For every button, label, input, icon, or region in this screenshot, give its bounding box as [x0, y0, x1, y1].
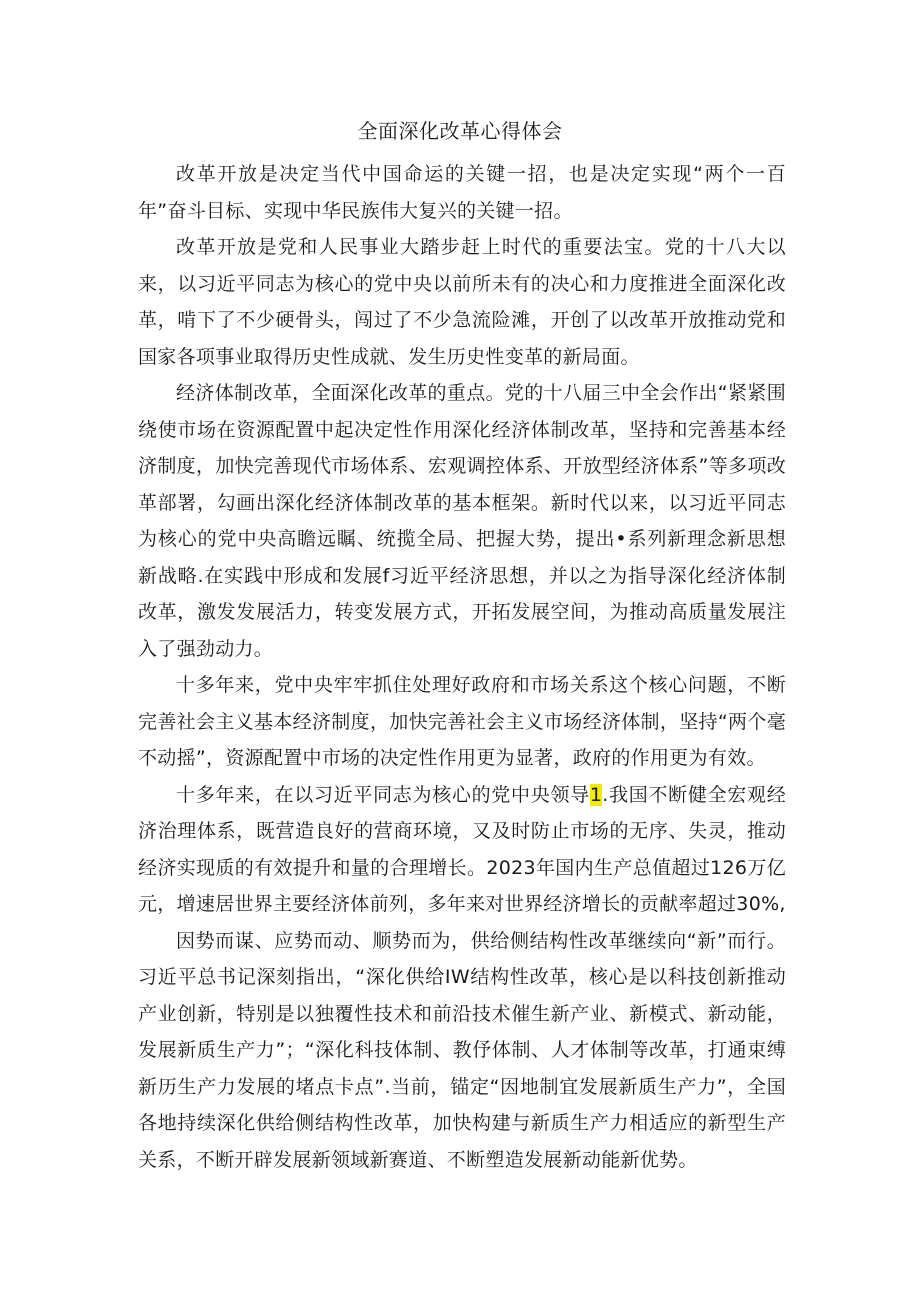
paragraph-6: 因势而谋、应势而动、顺势而为，供给侧结构性改革继续向“新”而行。习近平总书记深刻指出，“深化供给IW结构性改革，核心是以科技创新推动产业创新，特别是以独覆性技术和前沿技术催生新产业、新模式、新动能，发展新质生产力”；“深化科技体制、教伃体制、人才体制等改革，打通束缚新历生产力发展的堵点卡点”.当前，锚定“因地制宜发展新质生产力”，全国各地持续深化供给侧结构性改革，加快构建与新质生产力相适应的新型生产关系，不断开辟发展新领域新赛道、不断塑造发展新动能新优势。 [138, 929, 786, 1171]
paragraph-3: 经济体制改革，全面深化改革的重点。党的十八届三中全会作出“紧紧围绕使市场在资源配置中起决定性作用深化经济体制改革，坚持和完善基本经济制度，加快完善现代市场体系、宏观调控体系、开放型经济体系”等多项改革部署，勾画出深化经济体制改革的基本框架。新时代以来，以习近平同志为核心的党中央高瞻远瞩、统揽全局、把握大势，提出•系列新理念新思想新战略.在实践中形成和发展f习近平经济思想，并以之为指导深化经济体制改革，激发发展活力，转变发展方式，开拓发展空间，为推动高质量发展注入了强劲动力。 [138, 382, 786, 660]
paragraph-2: 改革开放是党和人民事业大踏步赶上时代的重要法宝。党的十八大以来，以习近平同志为核心的党中央以前所未有的决心和力度推进全面深化改革，啃下了不少硬骨头，闯过了不少急流险滩，开创了以改革开放推动党和国家各项事业取得历史性成就、发生历史性变革的新局面。 [138, 236, 786, 368]
paragraph-5 [138, 777, 786, 923]
paragraph-5-end: .我国不断健全宏观经济治理体系，既营造良好的营商环境，又及时防止市场的无序、失灵，推动经济实现质的有效提升和量的合理增长。2023年国内生产总值超过126万亿元，增速居世界主要经济体前列，多年来对世界经济增长的贡献率超过30%, [138, 783, 786, 915]
paragraph-4: 十多年来，党中央牢牢抓住处理好政府和市场关系这个核心问题，不断完善社会主义基本经济制度，加快完善社会主义市场经济体制，坚持“两个毫不动摇”，资源配置中市场的决定性作用更为显著，政府的作用更为有效。 [138, 674, 786, 769]
paragraph-5-start: 十多年来，在以习近平同志为核心的党中央领导 [176, 783, 590, 806]
paragraph-1: 改革开放是决定当代中国命运的关键一招，也是决定实现“两个一百年”奋斗目标、实现中华民族伟大复兴的关键一招。 [138, 163, 786, 222]
document-body [138, 156, 786, 1178]
document-title: 全面深化改革心得体会 [357, 119, 563, 143]
highlighted-text: 1 [589, 783, 603, 806]
